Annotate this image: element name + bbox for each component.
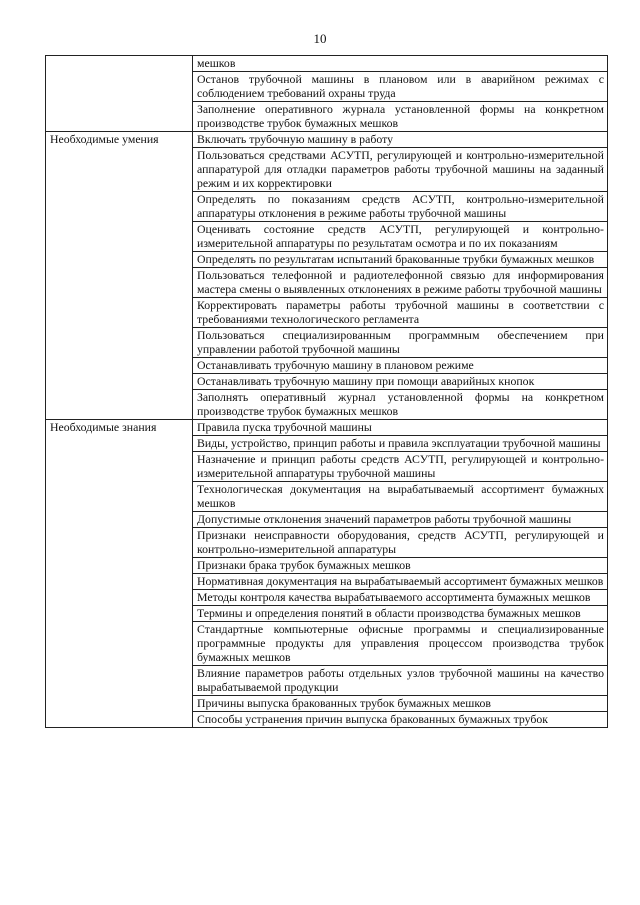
- requirement-cell: Пользоваться средствами АСУТП, регулирующей и контрольно-измерительной аппаратурой для отладки параметров работы трубочной машины на заданный режим и их корректировки: [193, 148, 608, 192]
- competency-table: [45, 55, 608, 728]
- requirement-cell: Пользоваться телефонной и радиотелефонной связью для информирования мастера смены о выявленных отклонениях в режиме работы трубочной машины: [193, 268, 608, 298]
- requirement-cell: Термины и определения понятий в области производства бумажных мешков: [193, 606, 608, 622]
- requirement-cell: Признаки неисправности оборудования, средств АСУТП, регулирующей и контрольно-измерительной аппаратуры: [193, 528, 608, 558]
- requirement-cell: Заполнять оперативный журнал установленной формы на конкретном производстве трубок бумажных мешков: [193, 390, 608, 420]
- table-row: [46, 56, 608, 72]
- category-cell: [46, 56, 193, 132]
- requirement-cell: Стандартные компьютерные офисные программы и специализированные программные продукты для управления процессом производства трубок бумажных мешков: [193, 622, 608, 666]
- requirement-cell: мешков: [193, 56, 608, 72]
- requirement-cell: Технологическая документация на вырабатываемый ассортимент бумажных мешков: [193, 482, 608, 512]
- requirement-cell: Причины выпуска бракованных трубок бумажных мешков: [193, 696, 608, 712]
- requirement-cell: Влияние параметров работы отдельных узлов трубочной машины на качество вырабатываемой продукции: [193, 666, 608, 696]
- requirement-cell: Корректировать параметры работы трубочной машины в соответствии с требованиями технологического регламента: [193, 298, 608, 328]
- category-cell: Необходимые знания: [46, 420, 193, 728]
- requirement-cell: Признаки брака трубок бумажных мешков: [193, 558, 608, 574]
- requirement-cell: Останавливать трубочную машину в плановом режиме: [193, 358, 608, 374]
- requirement-cell: Пользоваться специализированным программным обеспечением при управлении работой трубочной машины: [193, 328, 608, 358]
- competency-table-body: [46, 56, 608, 728]
- table-row: [46, 132, 608, 148]
- requirement-cell: Определять по результатам испытаний бракованные трубки бумажных мешков: [193, 252, 608, 268]
- requirement-cell: Оценивать состояние средств АСУТП, регулирующей и контрольно-измерительной аппаратуры по результатам осмотра и по их показаниям: [193, 222, 608, 252]
- requirement-cell: Методы контроля качества вырабатываемого ассортимента бумажных мешков: [193, 590, 608, 606]
- category-cell: Необходимые умения: [46, 132, 193, 420]
- requirement-cell: Назначение и принцип работы средств АСУТП, регулирующей и контрольно-измерительной аппаратуры трубочной машины: [193, 452, 608, 482]
- page-number: 10: [313, 31, 327, 46]
- requirement-cell: Определять по показаниям средств АСУТП, контрольно-измерительной аппаратуры отклонения в режиме работы трубочной машины: [193, 192, 608, 222]
- table-row: [46, 420, 608, 436]
- requirement-cell: Включать трубочную машину в работу: [193, 132, 608, 148]
- requirement-cell: Заполнение оперативного журнала установленной формы на конкретном производстве трубок бумажных мешков: [193, 102, 608, 132]
- requirement-cell: Останавливать трубочную машину при помощи аварийных кнопок: [193, 374, 608, 390]
- requirement-cell: Правила пуска трубочной машины: [193, 420, 608, 436]
- requirement-cell: Останов трубочной машины в плановом или в аварийном режимах с соблюдением требований охраны труда: [193, 72, 608, 102]
- requirement-cell: Виды, устройство, принцип работы и правила эксплуатации трубочной машины: [193, 436, 608, 452]
- requirement-cell: Способы устранения причин выпуска бракованных бумажных трубок: [193, 712, 608, 728]
- requirement-cell: Нормативная документация на вырабатываемый ассортимент бумажных мешков: [193, 574, 608, 590]
- requirement-cell: Допустимые отклонения значений параметров работы трубочной машины: [193, 512, 608, 528]
